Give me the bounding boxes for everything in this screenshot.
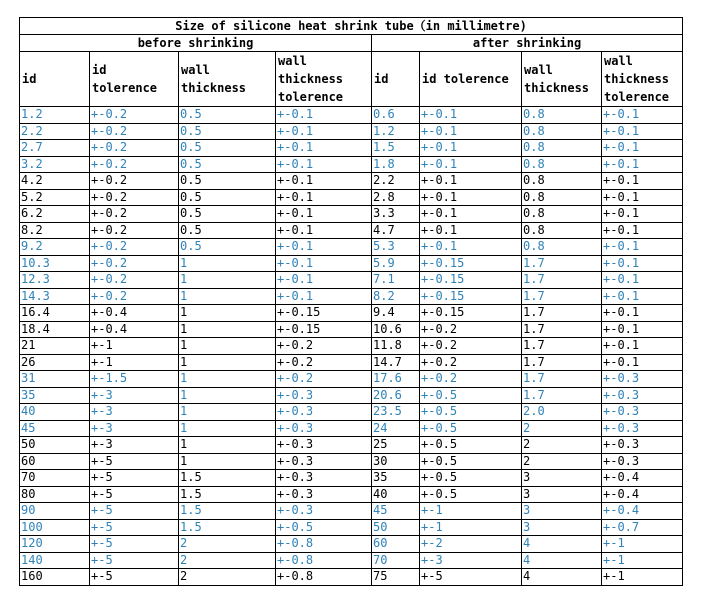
group-row: [20, 35, 683, 52]
col-header-after-wall-thickness-tolerence: wall thickness tolerence: [602, 52, 683, 107]
cell-before-id-tolerence: +-1: [90, 354, 179, 371]
cell-after-wall-thickness-tolerence: +-0.1: [602, 338, 683, 355]
cell-before-id: 60: [20, 453, 90, 470]
cell-after-wall-thickness: 0.8: [522, 173, 602, 190]
cell-after-id: 20.6: [372, 387, 420, 404]
cell-before-id-tolerence: +-0.2: [90, 189, 179, 206]
cell-after-wall-thickness-tolerence: +-0.1: [602, 255, 683, 272]
cell-after-wall-thickness-tolerence: +-0.3: [602, 404, 683, 421]
table-row: [20, 156, 683, 173]
cell-after-id-tolerence: +-0.1: [420, 239, 522, 256]
cell-before-id: 1.2: [20, 107, 90, 124]
cell-after-id-tolerence: +-1: [420, 519, 522, 536]
cell-before-wall-thickness: 1: [179, 404, 276, 421]
cell-after-wall-thickness-tolerence: +-0.1: [602, 140, 683, 157]
cell-before-id: 6.2: [20, 206, 90, 223]
cell-after-wall-thickness-tolerence: +-1: [602, 536, 683, 553]
cell-before-id: 50: [20, 437, 90, 454]
cell-before-id-tolerence: +-3: [90, 387, 179, 404]
cell-before-wall-thickness: 1: [179, 288, 276, 305]
cell-after-wall-thickness-tolerence: +-1: [602, 552, 683, 569]
cell-before-wall-thickness: 1.5: [179, 519, 276, 536]
table-row: [20, 288, 683, 305]
cell-after-wall-thickness: 0.8: [522, 239, 602, 256]
cell-before-id: 2.7: [20, 140, 90, 157]
cell-before-wall-thickness-tolerence: +-0.3: [276, 404, 372, 421]
table-row: [20, 552, 683, 569]
cell-before-wall-thickness: 2: [179, 569, 276, 586]
table-row: [20, 503, 683, 520]
cell-after-id: 60: [372, 536, 420, 553]
cell-after-id-tolerence: +-0.1: [420, 189, 522, 206]
cell-before-wall-thickness-tolerence: +-0.3: [276, 387, 372, 404]
cell-before-id-tolerence: +-5: [90, 453, 179, 470]
cell-after-id-tolerence: +-0.5: [420, 404, 522, 421]
cell-after-id-tolerence: +-0.5: [420, 486, 522, 503]
cell-before-wall-thickness: 1: [179, 387, 276, 404]
table-row: [20, 272, 683, 289]
cell-before-wall-thickness-tolerence: +-0.8: [276, 552, 372, 569]
group-before-shrinking: before shrinking: [20, 35, 372, 52]
cell-before-wall-thickness: 2: [179, 552, 276, 569]
cell-before-id: 5.2: [20, 189, 90, 206]
table-row: [20, 470, 683, 487]
cell-before-wall-thickness-tolerence: +-0.1: [276, 222, 372, 239]
table-row: [20, 404, 683, 421]
cell-before-wall-thickness-tolerence: +-0.1: [276, 123, 372, 140]
cell-before-wall-thickness-tolerence: +-0.1: [276, 206, 372, 223]
cell-before-wall-thickness: 0.5: [179, 107, 276, 124]
cell-after-id-tolerence: +-5: [420, 569, 522, 586]
cell-before-id-tolerence: +-5: [90, 569, 179, 586]
cell-after-id: 3.3: [372, 206, 420, 223]
table-row: [20, 107, 683, 124]
cell-before-wall-thickness: 1.5: [179, 503, 276, 520]
cell-after-id: 4.7: [372, 222, 420, 239]
table-row: [20, 255, 683, 272]
cell-after-wall-thickness: 2: [522, 420, 602, 437]
cell-before-wall-thickness-tolerence: +-0.1: [276, 107, 372, 124]
cell-after-id: 35: [372, 470, 420, 487]
table-row: [20, 569, 683, 586]
cell-after-id: 5.9: [372, 255, 420, 272]
cell-before-id-tolerence: +-3: [90, 420, 179, 437]
cell-before-wall-thickness: 1: [179, 371, 276, 388]
cell-before-wall-thickness-tolerence: +-0.1: [276, 156, 372, 173]
table-row: [20, 321, 683, 338]
cell-before-wall-thickness-tolerence: +-0.3: [276, 486, 372, 503]
cell-before-wall-thickness: 0.5: [179, 156, 276, 173]
cell-after-wall-thickness-tolerence: +-0.3: [602, 371, 683, 388]
cell-before-id: 12.3: [20, 272, 90, 289]
cell-after-id: 1.8: [372, 156, 420, 173]
size-table: [19, 17, 683, 586]
cell-before-wall-thickness: 1.5: [179, 486, 276, 503]
cell-after-id-tolerence: +-0.1: [420, 123, 522, 140]
cell-before-wall-thickness: 1: [179, 453, 276, 470]
cell-before-id: 21: [20, 338, 90, 355]
cell-after-wall-thickness: 0.8: [522, 156, 602, 173]
cell-after-wall-thickness: 1.7: [522, 387, 602, 404]
table-row: [20, 519, 683, 536]
cell-before-id: 2.2: [20, 123, 90, 140]
cell-before-id: 10.3: [20, 255, 90, 272]
cell-before-wall-thickness: 0.5: [179, 140, 276, 157]
col-header-after-wall-thickness: wall thickness: [522, 52, 602, 107]
cell-before-wall-thickness-tolerence: +-0.1: [276, 173, 372, 190]
cell-after-wall-thickness-tolerence: +-0.4: [602, 503, 683, 520]
cell-after-id-tolerence: +-0.1: [420, 140, 522, 157]
table-title: Size of silicone heat shrink tube（in millimetre): [20, 18, 683, 35]
cell-after-wall-thickness-tolerence: +-0.1: [602, 123, 683, 140]
table-row: [20, 354, 683, 371]
cell-before-id: 14.3: [20, 288, 90, 305]
cell-before-wall-thickness-tolerence: +-0.2: [276, 371, 372, 388]
cell-after-wall-thickness: 2: [522, 453, 602, 470]
table-row: [20, 206, 683, 223]
cell-after-wall-thickness: 0.8: [522, 107, 602, 124]
cell-before-id-tolerence: +-0.2: [90, 123, 179, 140]
cell-after-wall-thickness: 0.8: [522, 123, 602, 140]
cell-after-id-tolerence: +-0.2: [420, 321, 522, 338]
cell-after-id-tolerence: +-0.1: [420, 107, 522, 124]
cell-after-wall-thickness: 1.7: [522, 305, 602, 322]
cell-before-wall-thickness-tolerence: +-0.3: [276, 470, 372, 487]
cell-before-id-tolerence: +-0.2: [90, 107, 179, 124]
cell-after-id: 25: [372, 437, 420, 454]
cell-after-id-tolerence: +-0.5: [420, 437, 522, 454]
cell-before-wall-thickness-tolerence: +-0.3: [276, 503, 372, 520]
cell-before-wall-thickness-tolerence: +-0.2: [276, 338, 372, 355]
cell-before-id: 40: [20, 404, 90, 421]
cell-after-id-tolerence: +-0.1: [420, 206, 522, 223]
cell-before-id: 9.2: [20, 239, 90, 256]
cell-after-id: 17.6: [372, 371, 420, 388]
cell-before-wall-thickness-tolerence: +-0.15: [276, 321, 372, 338]
table-row: [20, 305, 683, 322]
cell-before-id: 90: [20, 503, 90, 520]
cell-before-id-tolerence: +-0.2: [90, 206, 179, 223]
cell-before-id-tolerence: +-5: [90, 486, 179, 503]
cell-after-wall-thickness-tolerence: +-0.3: [602, 437, 683, 454]
table-row: [20, 338, 683, 355]
table-row: [20, 239, 683, 256]
cell-before-id-tolerence: +-0.2: [90, 239, 179, 256]
cell-after-wall-thickness-tolerence: +-0.7: [602, 519, 683, 536]
cell-after-wall-thickness: 1.7: [522, 255, 602, 272]
cell-before-wall-thickness-tolerence: +-0.8: [276, 569, 372, 586]
table-row: [20, 536, 683, 553]
cell-after-id-tolerence: +-0.5: [420, 453, 522, 470]
cell-after-wall-thickness-tolerence: +-0.1: [602, 206, 683, 223]
cell-after-id-tolerence: +-0.5: [420, 420, 522, 437]
cell-after-wall-thickness-tolerence: +-0.1: [602, 189, 683, 206]
cell-after-wall-thickness-tolerence: +-0.1: [602, 288, 683, 305]
cell-after-id: 1.5: [372, 140, 420, 157]
cell-after-wall-thickness-tolerence: +-1: [602, 569, 683, 586]
cell-before-id-tolerence: +-5: [90, 519, 179, 536]
cell-before-wall-thickness: 1: [179, 354, 276, 371]
cell-before-id: 45: [20, 420, 90, 437]
column-header-row: [20, 52, 683, 107]
cell-before-id: 8.2: [20, 222, 90, 239]
cell-after-id-tolerence: +-0.2: [420, 354, 522, 371]
cell-after-id-tolerence: +-0.1: [420, 156, 522, 173]
cell-before-wall-thickness: 1: [179, 272, 276, 289]
cell-after-wall-thickness-tolerence: +-0.1: [602, 272, 683, 289]
cell-after-wall-thickness: 3: [522, 519, 602, 536]
cell-before-wall-thickness: 1: [179, 305, 276, 322]
cell-before-wall-thickness: 1: [179, 437, 276, 454]
cell-after-wall-thickness: 1.7: [522, 272, 602, 289]
cell-before-id-tolerence: +-5: [90, 503, 179, 520]
cell-after-wall-thickness: 0.8: [522, 222, 602, 239]
cell-after-wall-thickness: 2: [522, 437, 602, 454]
cell-before-id: 16.4: [20, 305, 90, 322]
cell-after-id: 75: [372, 569, 420, 586]
cell-after-id-tolerence: +-2: [420, 536, 522, 553]
cell-after-id: 40: [372, 486, 420, 503]
cell-before-wall-thickness-tolerence: +-0.8: [276, 536, 372, 553]
cell-after-id: 30: [372, 453, 420, 470]
cell-after-id: 2.2: [372, 173, 420, 190]
cell-after-id: 50: [372, 519, 420, 536]
cell-before-id: 26: [20, 354, 90, 371]
cell-before-id: 4.2: [20, 173, 90, 190]
cell-after-id: 7.1: [372, 272, 420, 289]
cell-before-wall-thickness: 1: [179, 420, 276, 437]
cell-after-wall-thickness: 4: [522, 569, 602, 586]
cell-before-id-tolerence: +-0.2: [90, 255, 179, 272]
cell-before-wall-thickness: 2: [179, 536, 276, 553]
cell-after-wall-thickness: 1.7: [522, 321, 602, 338]
table-row: [20, 371, 683, 388]
col-header-before-wall-thickness-tolerence: wall thickness tolerence: [276, 52, 372, 107]
cell-before-id-tolerence: +-3: [90, 437, 179, 454]
cell-after-id-tolerence: +-0.15: [420, 305, 522, 322]
cell-after-id-tolerence: +-0.5: [420, 387, 522, 404]
cell-after-id-tolerence: +-3: [420, 552, 522, 569]
cell-before-id-tolerence: +-0.2: [90, 140, 179, 157]
cell-after-wall-thickness: 3: [522, 486, 602, 503]
table-row: [20, 222, 683, 239]
cell-after-wall-thickness-tolerence: +-0.4: [602, 486, 683, 503]
cell-after-wall-thickness: 0.8: [522, 189, 602, 206]
cell-after-wall-thickness-tolerence: +-0.1: [602, 239, 683, 256]
cell-after-id-tolerence: +-0.5: [420, 470, 522, 487]
cell-after-id: 8.2: [372, 288, 420, 305]
cell-before-id: 31: [20, 371, 90, 388]
cell-after-id-tolerence: +-0.15: [420, 288, 522, 305]
cell-before-wall-thickness-tolerence: +-0.1: [276, 189, 372, 206]
cell-before-id-tolerence: +-0.2: [90, 156, 179, 173]
cell-after-id-tolerence: +-0.15: [420, 255, 522, 272]
table-row: [20, 453, 683, 470]
cell-before-wall-thickness-tolerence: +-0.1: [276, 140, 372, 157]
cell-before-wall-thickness-tolerence: +-0.3: [276, 453, 372, 470]
cell-after-wall-thickness-tolerence: +-0.1: [602, 305, 683, 322]
cell-before-id-tolerence: +-0.4: [90, 305, 179, 322]
table-body: [20, 107, 683, 586]
cell-before-id: 160: [20, 569, 90, 586]
cell-after-id-tolerence: +-1: [420, 503, 522, 520]
cell-before-wall-thickness-tolerence: +-0.2: [276, 354, 372, 371]
cell-before-id: 120: [20, 536, 90, 553]
cell-before-id-tolerence: +-1: [90, 338, 179, 355]
cell-before-id-tolerence: +-1.5: [90, 371, 179, 388]
col-header-before-wall-thickness: wall thickness: [179, 52, 276, 107]
cell-before-wall-thickness: 0.5: [179, 189, 276, 206]
cell-after-wall-thickness-tolerence: +-0.3: [602, 453, 683, 470]
cell-after-wall-thickness: 1.7: [522, 338, 602, 355]
cell-after-id: 14.7: [372, 354, 420, 371]
cell-before-wall-thickness: 0.5: [179, 206, 276, 223]
table-row: [20, 173, 683, 190]
cell-after-wall-thickness-tolerence: +-0.1: [602, 173, 683, 190]
cell-before-wall-thickness-tolerence: +-0.15: [276, 305, 372, 322]
group-after-shrinking: after shrinking: [372, 35, 683, 52]
cell-before-wall-thickness: 1.5: [179, 470, 276, 487]
cell-after-wall-thickness-tolerence: +-0.1: [602, 107, 683, 124]
cell-before-id-tolerence: +-0.2: [90, 222, 179, 239]
cell-after-id: 45: [372, 503, 420, 520]
cell-after-id: 24: [372, 420, 420, 437]
cell-after-id: 70: [372, 552, 420, 569]
table-row: [20, 123, 683, 140]
cell-after-id: 9.4: [372, 305, 420, 322]
cell-before-id: 70: [20, 470, 90, 487]
cell-before-wall-thickness: 1: [179, 321, 276, 338]
cell-before-id: 35: [20, 387, 90, 404]
cell-after-id: 0.6: [372, 107, 420, 124]
cell-after-wall-thickness: 3: [522, 503, 602, 520]
cell-before-wall-thickness: 1: [179, 255, 276, 272]
cell-after-wall-thickness: 0.8: [522, 206, 602, 223]
cell-after-id-tolerence: +-0.1: [420, 222, 522, 239]
cell-after-wall-thickness: 3: [522, 470, 602, 487]
cell-after-wall-thickness-tolerence: +-0.1: [602, 156, 683, 173]
cell-after-wall-thickness: 4: [522, 536, 602, 553]
cell-after-wall-thickness-tolerence: +-0.1: [602, 321, 683, 338]
cell-before-wall-thickness: 0.5: [179, 222, 276, 239]
col-header-before-id: id: [20, 52, 90, 107]
cell-before-id: 3.2: [20, 156, 90, 173]
cell-before-wall-thickness: 0.5: [179, 173, 276, 190]
cell-before-wall-thickness-tolerence: +-0.5: [276, 519, 372, 536]
cell-before-wall-thickness-tolerence: +-0.3: [276, 420, 372, 437]
table-row: [20, 437, 683, 454]
cell-before-wall-thickness-tolerence: +-0.1: [276, 255, 372, 272]
cell-before-id: 140: [20, 552, 90, 569]
cell-before-wall-thickness-tolerence: +-0.1: [276, 288, 372, 305]
cell-before-id: 18.4: [20, 321, 90, 338]
table-container: [19, 17, 683, 586]
cell-before-id-tolerence: +-0.2: [90, 288, 179, 305]
cell-before-id-tolerence: +-5: [90, 470, 179, 487]
cell-after-wall-thickness: 1.7: [522, 354, 602, 371]
cell-after-id: 11.8: [372, 338, 420, 355]
cell-before-wall-thickness-tolerence: +-0.1: [276, 239, 372, 256]
cell-before-id-tolerence: +-0.2: [90, 173, 179, 190]
cell-after-wall-thickness-tolerence: +-0.1: [602, 222, 683, 239]
cell-before-wall-thickness: 1: [179, 338, 276, 355]
cell-after-id-tolerence: +-0.1: [420, 173, 522, 190]
cell-before-id-tolerence: +-0.2: [90, 272, 179, 289]
cell-before-id-tolerence: +-3: [90, 404, 179, 421]
cell-before-id: 80: [20, 486, 90, 503]
title-row: [20, 18, 683, 35]
cell-after-wall-thickness-tolerence: +-0.4: [602, 470, 683, 487]
cell-before-id-tolerence: +-5: [90, 536, 179, 553]
table-row: [20, 387, 683, 404]
cell-before-wall-thickness-tolerence: +-0.1: [276, 272, 372, 289]
cell-after-wall-thickness: 1.7: [522, 288, 602, 305]
cell-after-id-tolerence: +-0.2: [420, 371, 522, 388]
cell-before-id: 100: [20, 519, 90, 536]
cell-before-wall-thickness: 0.5: [179, 123, 276, 140]
col-header-before-id-tolerence: id tolerence: [90, 52, 179, 107]
cell-after-id: 10.6: [372, 321, 420, 338]
cell-after-wall-thickness: 2.0: [522, 404, 602, 421]
table-row: [20, 140, 683, 157]
cell-after-wall-thickness: 4: [522, 552, 602, 569]
table-row: [20, 189, 683, 206]
cell-after-id-tolerence: +-0.2: [420, 338, 522, 355]
cell-after-wall-thickness: 1.7: [522, 371, 602, 388]
cell-after-wall-thickness-tolerence: +-0.3: [602, 387, 683, 404]
cell-before-wall-thickness: 0.5: [179, 239, 276, 256]
cell-after-id: 5.3: [372, 239, 420, 256]
col-header-after-id: id: [372, 52, 420, 107]
cell-before-id-tolerence: +-5: [90, 552, 179, 569]
cell-after-id-tolerence: +-0.15: [420, 272, 522, 289]
cell-after-id: 1.2: [372, 123, 420, 140]
cell-after-wall-thickness-tolerence: +-0.1: [602, 354, 683, 371]
cell-after-wall-thickness-tolerence: +-0.3: [602, 420, 683, 437]
cell-after-id: 23.5: [372, 404, 420, 421]
cell-after-id: 2.8: [372, 189, 420, 206]
col-header-after-id-tolerence: id tolerence: [420, 52, 522, 107]
table-row: [20, 486, 683, 503]
cell-before-wall-thickness-tolerence: +-0.3: [276, 437, 372, 454]
cell-before-id-tolerence: +-0.4: [90, 321, 179, 338]
table-row: [20, 420, 683, 437]
cell-after-wall-thickness: 0.8: [522, 140, 602, 157]
